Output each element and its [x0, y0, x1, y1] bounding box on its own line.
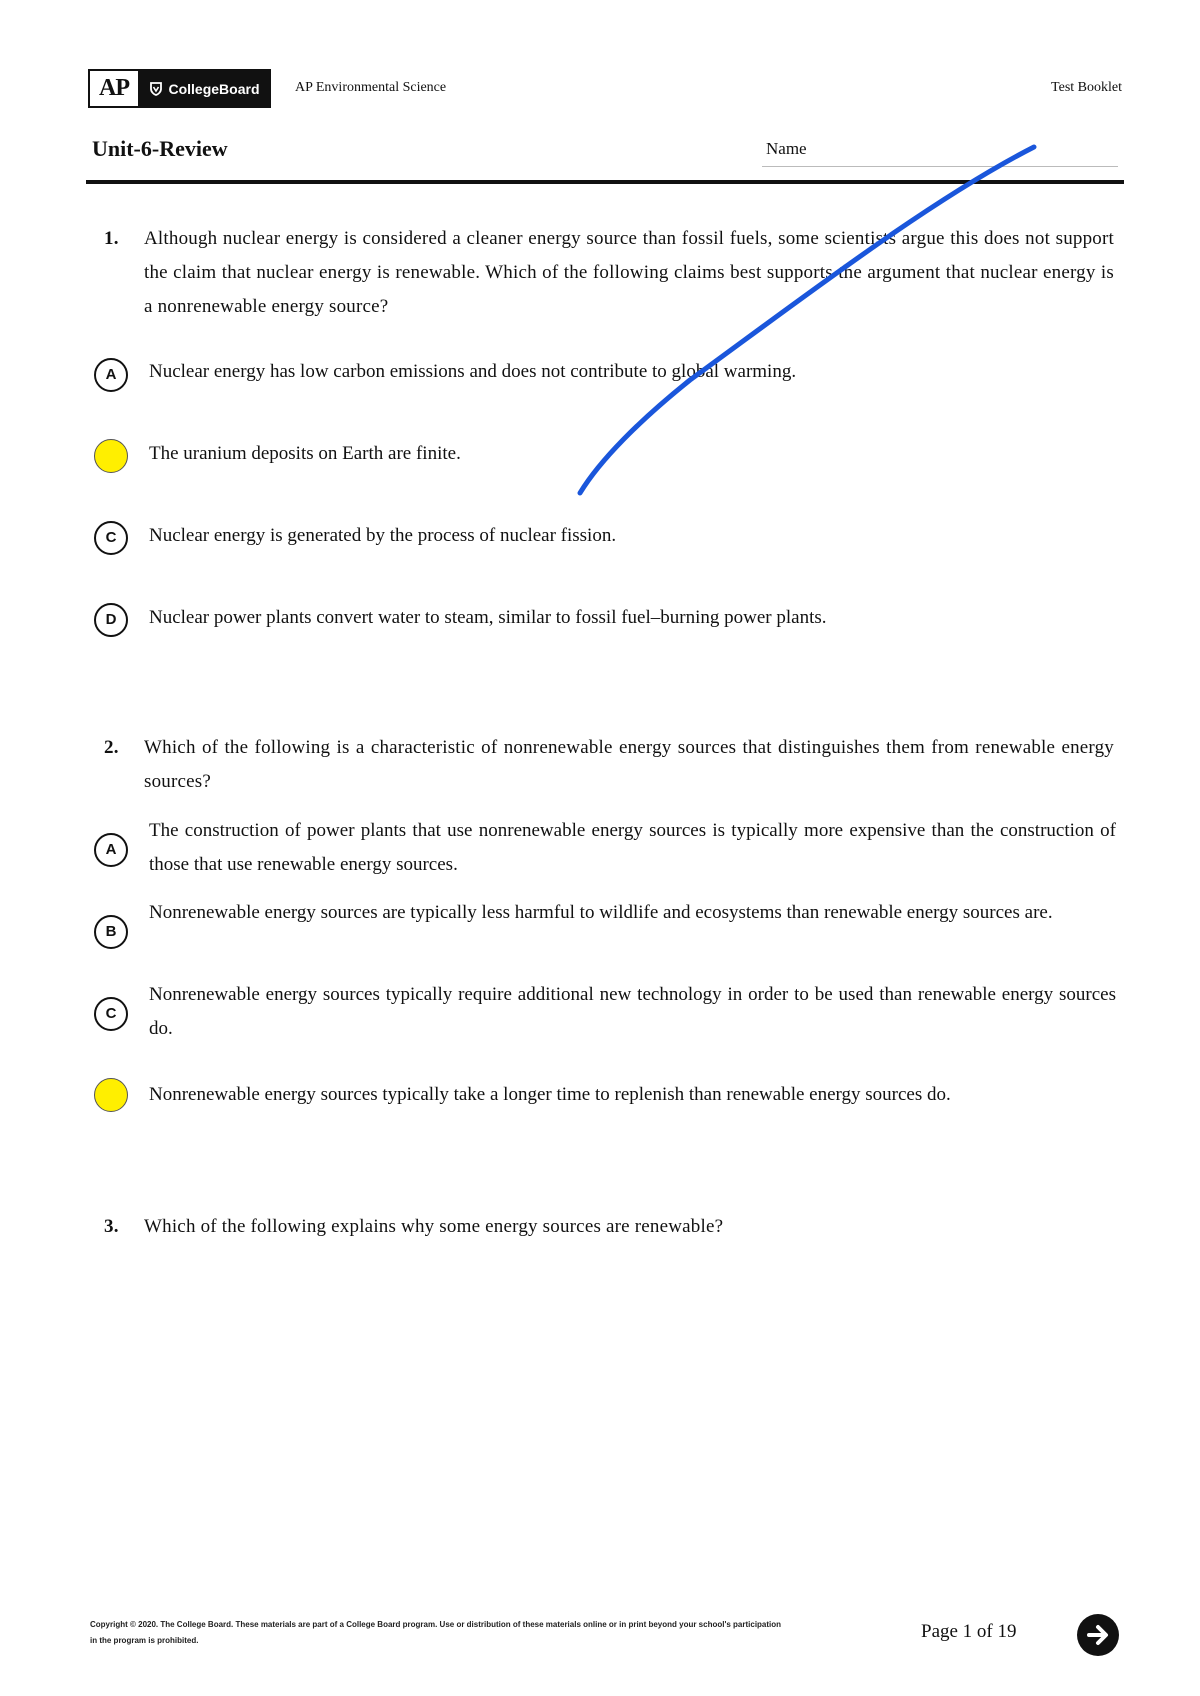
answer-bubble-c[interactable]: C: [94, 997, 128, 1031]
answer-bubble-a[interactable]: A: [94, 833, 128, 867]
page-indicator: Page 1 of 19: [921, 1621, 1017, 1642]
question-number: 1.: [104, 228, 119, 249]
collegeboard-logo: [140, 71, 269, 106]
option-text: The construction of power plants that use nonrenewable energy sources is typically more expensive than the construction of those that use renewable energy sources.: [149, 820, 1116, 875]
option-text: Nonrenewable energy sources typically require additional new technology in order to be used than renewable energy sources do.: [149, 984, 1116, 1039]
q2-option-c[interactable]: [94, 978, 1116, 1046]
answer-bubble-b[interactable]: B: [94, 915, 128, 949]
option-text: Nuclear power plants convert water to steam, similar to fossil fuel–burning power plants.: [149, 607, 827, 628]
q2-option-a[interactable]: [94, 814, 1116, 882]
copyright-notice: Copyright © 2020. The College Board. These materials are part of a College Board program. Use or distribution of these materials online or in print beyond your school's participation in the program is prohibited.: [90, 1620, 782, 1645]
q1-option-a[interactable]: [94, 355, 1116, 389]
option-text: The uranium deposits on Earth are finite.: [149, 443, 461, 464]
question-text: Although nuclear energy is considered a cleaner energy source than fossil fuels, some scientists argue this does not support the claim that nuclear energy is renewable. Which of the following claims best supports the argument that nuclear energy is a nonrenewable energy source?: [144, 228, 1114, 317]
next-page-button[interactable]: [1077, 1614, 1119, 1656]
question-2: [104, 731, 1114, 799]
acorn-shield-icon: [149, 82, 163, 96]
answer-bubble-a[interactable]: A: [94, 358, 128, 392]
option-text: Nonrenewable energy sources typically take a longer time to replenish than renewable energy sources do.: [149, 1084, 951, 1105]
question-number: 3.: [104, 1216, 119, 1237]
q2-option-b[interactable]: [94, 896, 1116, 940]
course-name: AP Environmental Science: [295, 80, 447, 95]
question-1: [104, 222, 1114, 324]
page-title: Unit-6-Review: [92, 136, 228, 161]
option-text: Nuclear energy is generated by the process of nuclear fission.: [149, 525, 617, 546]
name-field-line[interactable]: [762, 166, 1118, 167]
collegeboard-logo-text: CollegeBoard: [168, 80, 260, 97]
q1-option-b[interactable]: [94, 437, 1116, 471]
option-text: Nuclear energy has low carbon emissions and does not contribute to global warming.: [149, 361, 797, 382]
q1-option-d[interactable]: [94, 601, 1116, 635]
q1-option-c[interactable]: [94, 519, 1116, 553]
question-number: 2.: [104, 737, 119, 758]
answer-bubble-d[interactable]: D: [94, 603, 128, 637]
name-label: Name: [766, 139, 807, 158]
answer-bubble-c[interactable]: C: [94, 521, 128, 555]
q2-option-d[interactable]: [94, 1078, 1116, 1112]
question-text: Which of the following explains why some energy sources are renewable?: [144, 1216, 724, 1237]
arrow-right-icon: [1085, 1622, 1111, 1648]
option-text: Nonrenewable energy sources are typically less harmful to wildlife and ecosystems than renewable energy sources are.: [149, 902, 1053, 923]
ap-collegeboard-logo: [88, 69, 271, 108]
question-3: [104, 1210, 1114, 1244]
header-divider: [86, 180, 1124, 184]
question-text: Which of the following is a characteristic of nonrenewable energy sources that distinguishes them from renewable energy sources?: [144, 737, 1114, 792]
answer-bubble-b-selected[interactable]: [94, 439, 128, 473]
booklet-label: Test Booklet: [1051, 80, 1122, 95]
ap-logo-text: AP: [90, 71, 140, 106]
answer-bubble-d-selected[interactable]: [94, 1078, 128, 1112]
